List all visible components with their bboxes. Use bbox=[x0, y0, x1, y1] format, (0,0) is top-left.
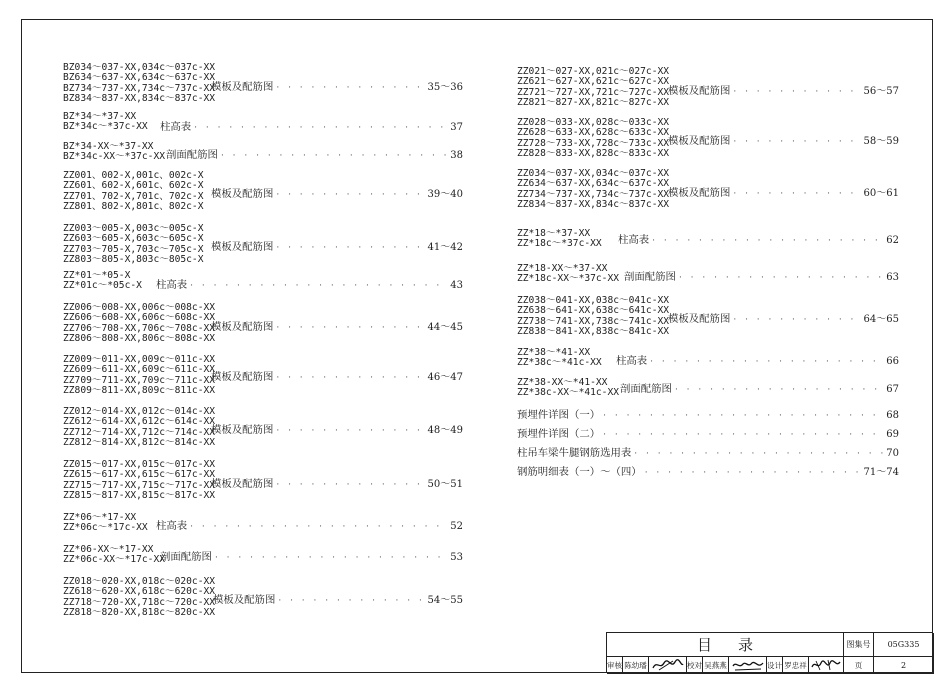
drawing-code: ZZ806～808-XX,806c～808c-XX bbox=[63, 333, 216, 345]
leader-dots bbox=[733, 87, 860, 97]
drawing-code: ZZ815～817-XX,815c～817c-XX bbox=[63, 490, 216, 502]
toc-line bbox=[668, 310, 899, 325]
leader-dots bbox=[645, 468, 861, 478]
drawing-code: ZZ*38c-XX～*41c-XX bbox=[517, 387, 620, 399]
toc-line bbox=[211, 368, 463, 383]
drawing-code: ZZ718～720-XX,718c～720c-XX bbox=[63, 596, 216, 608]
leader-dots bbox=[652, 236, 883, 246]
drawing-codes bbox=[517, 67, 669, 109]
drawing-title: 模板及配筋图 bbox=[211, 81, 274, 93]
drawing-codes bbox=[63, 224, 203, 266]
signature-icon bbox=[651, 658, 685, 672]
drawing-code: ZZ*06c-XX～*17c-XX bbox=[63, 554, 166, 566]
toc-line bbox=[517, 406, 899, 421]
toc-line bbox=[211, 185, 463, 200]
page-ref: 66 bbox=[886, 356, 899, 367]
leader-dots bbox=[276, 323, 424, 333]
drawing-title: 模板及配筋图 bbox=[213, 594, 276, 606]
drawing-code: ZZ003～005-X,003c～005c-X bbox=[63, 223, 204, 234]
drawing-code: ZZ*38-XX～*41-XX bbox=[517, 377, 608, 388]
leader-dots bbox=[650, 357, 883, 367]
leader-dots bbox=[679, 273, 883, 283]
leader-dots bbox=[215, 553, 447, 563]
drawing-codes bbox=[63, 513, 148, 534]
drawing-title: 模板及配筋图 bbox=[668, 187, 731, 199]
drawing-code: BZ734～737-XX,734c～737c-XX bbox=[63, 82, 216, 94]
reviewer-name: 陈幼璠 bbox=[623, 657, 649, 674]
page-ref: 37 bbox=[450, 122, 463, 133]
drawing-title: 柱吊车梁牛腿钢筋选用表 bbox=[517, 447, 632, 459]
drawing-codes bbox=[63, 171, 203, 213]
drawing-code: ZZ738～741-XX,738c～741c-XX bbox=[517, 315, 670, 327]
drawing-code: BZ634～637-XX,634c～637c-XX bbox=[63, 72, 216, 84]
drawing-code: ZZ001、002-X,001c、002c-X bbox=[63, 170, 204, 181]
page-ref: 53 bbox=[450, 552, 463, 563]
leader-dots bbox=[675, 385, 883, 395]
page-ref: 44～45 bbox=[427, 322, 463, 333]
drawing-codes bbox=[517, 378, 619, 399]
drawing-title: 剖面配筋图 bbox=[620, 383, 672, 395]
toc-line bbox=[668, 82, 899, 97]
drawing-code: ZZ015～017-XX,015c～017c-XX bbox=[63, 459, 216, 470]
drawing-code: ZZ*06～*17-XX bbox=[63, 512, 137, 523]
leader-dots bbox=[276, 373, 424, 383]
leader-dots bbox=[634, 449, 883, 459]
drawing-codes bbox=[63, 63, 215, 105]
drawing-codes bbox=[517, 296, 669, 338]
toc-line bbox=[517, 444, 899, 459]
drawing-code: ZZ734～737-XX,734c～737c-XX bbox=[517, 188, 670, 200]
drawing-code: ZZ*18-XX～*37-XX bbox=[517, 263, 608, 274]
drawing-codes bbox=[517, 169, 669, 211]
drawing-codes bbox=[63, 303, 215, 345]
page-ref: 70 bbox=[886, 448, 899, 459]
drawing-code: ZZ801、802-X,801c、802c-X bbox=[63, 201, 204, 213]
toc-line bbox=[616, 352, 899, 367]
leader-dots bbox=[603, 430, 883, 440]
drawing-title: 剖面配筋图 bbox=[160, 551, 212, 563]
drawing-title: 模板及配筋图 bbox=[668, 85, 731, 97]
toc-line bbox=[213, 591, 463, 606]
toc-line bbox=[160, 548, 463, 563]
toc-line bbox=[517, 425, 899, 440]
drawing-title: 柱高表 bbox=[156, 279, 188, 291]
leader-dots bbox=[276, 243, 424, 253]
checker-signature bbox=[729, 657, 767, 674]
leader-dots bbox=[278, 596, 424, 606]
page-ref: 43 bbox=[450, 280, 463, 291]
drawing-codes bbox=[63, 142, 165, 163]
page-label: 页 bbox=[844, 657, 874, 674]
drawing-code: ZZ601、602-X,601c、602c-X bbox=[63, 180, 204, 192]
drawing-code: BZ*34c～*37c-XX bbox=[63, 121, 148, 133]
drawing-code: ZZ*18c-XX～*37c-XX bbox=[517, 273, 620, 285]
leader-dots bbox=[190, 522, 447, 532]
drawing-code: ZZ*38～*41-XX bbox=[517, 347, 591, 358]
toc-line bbox=[160, 118, 463, 133]
drawing-title: 柱高表 bbox=[156, 520, 188, 532]
drawing-code: ZZ828～833-XX,828c～833c-XX bbox=[517, 148, 670, 160]
drawing-codes bbox=[517, 264, 619, 285]
page-ref: 50～51 bbox=[427, 479, 463, 490]
drawing-title: 模板及配筋图 bbox=[668, 313, 731, 325]
leader-dots bbox=[733, 137, 860, 147]
drawing-code: ZZ712～714-XX,712c～714c-XX bbox=[63, 426, 216, 438]
drawing-code: BZ*34-XX～*37-XX bbox=[63, 141, 154, 152]
atlas-number: 05G335 bbox=[874, 633, 934, 657]
drawing-code: ZZ638～641-XX,638c～641c-XX bbox=[517, 305, 670, 317]
drawing-title: 预埋件详图（一） bbox=[517, 409, 601, 421]
drawing-title: 模板及配筋图 bbox=[211, 478, 274, 490]
signature-icon bbox=[810, 658, 842, 672]
drawing-code: ZZ*01c～*05c-X bbox=[63, 280, 142, 292]
page-ref: 69 bbox=[886, 429, 899, 440]
drawing-code: BZ034～037-XX,034c～037c-XX bbox=[63, 62, 216, 73]
drawing-frame bbox=[21, 19, 933, 673]
drawing-codes bbox=[63, 460, 215, 502]
drawing-title: 模板及配筋图 bbox=[211, 188, 274, 200]
drawing-code: ZZ009～011-XX,009c～011c-XX bbox=[63, 354, 216, 365]
check-label: 校对 bbox=[687, 657, 703, 674]
drawing-code: ZZ006～008-XX,006c～008c-XX bbox=[63, 302, 216, 313]
reviewer-signature bbox=[649, 657, 687, 674]
drawing-code: ZZ701、702-X,701c、702c-X bbox=[63, 190, 204, 202]
drawing-code: ZZ615～617-XX,615c～617c-XX bbox=[63, 469, 216, 481]
drawing-code: ZZ812～814-XX,812c～814c-XX bbox=[63, 437, 216, 449]
drawing-code: ZZ*38c～*41c-XX bbox=[517, 357, 602, 369]
atlas-number-label: 图集号 bbox=[844, 633, 874, 657]
drawing-code: ZZ609～611-XX,609c～611c-XX bbox=[63, 364, 216, 376]
drawing-title: 预埋件详图（二） bbox=[517, 428, 601, 440]
drawing-code: BZ834～837-XX,834c～837c-XX bbox=[63, 93, 216, 105]
page-ref: 60～61 bbox=[863, 188, 899, 199]
drawing-code: BZ*34c-XX～*37c-XX bbox=[63, 151, 166, 163]
page-ref: 41～42 bbox=[427, 242, 463, 253]
drawing-code: ZZ728～733-XX,728c～733c-XX bbox=[517, 137, 670, 149]
drawing-title: 模板及配筋图 bbox=[211, 371, 274, 383]
drawing-code: BZ*34～*37-XX bbox=[63, 111, 137, 122]
drawing-codes bbox=[63, 545, 165, 566]
drawing-codes bbox=[63, 407, 215, 449]
page-number: 2 bbox=[874, 657, 934, 674]
page-ref: 35～36 bbox=[427, 82, 463, 93]
drawing-title: 模板及配筋图 bbox=[211, 424, 274, 436]
toc-line bbox=[668, 132, 899, 147]
page-ref: 63 bbox=[886, 272, 899, 283]
drawing-code: ZZ618～620-XX,618c～620c-XX bbox=[63, 586, 216, 598]
drawing-codes bbox=[517, 229, 602, 250]
drawing-code: ZZ012～014-XX,012c～014c-XX bbox=[63, 406, 216, 417]
drawing-code: ZZ*18～*37-XX bbox=[517, 228, 591, 239]
drawing-code: ZZ703～705-X,703c～705c-X bbox=[63, 243, 204, 255]
drawing-title: 模板及配筋图 bbox=[211, 241, 274, 253]
toc-line bbox=[211, 475, 463, 490]
drawing-code: ZZ706～708-XX,706c～708c-XX bbox=[63, 322, 216, 334]
page-ref: 67 bbox=[886, 384, 899, 395]
toc-line bbox=[211, 318, 463, 333]
drawing-code: ZZ634～637-XX,634c～637c-XX bbox=[517, 178, 670, 190]
page-ref: 68 bbox=[886, 410, 899, 421]
toc-line bbox=[166, 146, 463, 161]
leader-dots bbox=[276, 83, 424, 93]
drawing-title: 模板及配筋图 bbox=[668, 135, 731, 147]
drawing-code: ZZ606～608-XX,606c～608c-XX bbox=[63, 312, 216, 324]
page-ref: 54～55 bbox=[427, 595, 463, 606]
toc-line bbox=[668, 184, 899, 199]
leader-dots bbox=[221, 151, 447, 161]
leader-dots bbox=[276, 426, 424, 436]
drawing-code: ZZ628～633-XX,628c～633c-XX bbox=[517, 127, 670, 139]
title-block bbox=[606, 632, 933, 673]
drawing-title: 剖面配筋图 bbox=[166, 149, 218, 161]
page-ref: 62 bbox=[886, 235, 899, 246]
drawing-title: 柱高表 bbox=[160, 121, 192, 133]
drawing-code: ZZ*06c～*17c-XX bbox=[63, 522, 148, 534]
page-ref: 39～40 bbox=[427, 189, 463, 200]
leader-dots bbox=[733, 315, 860, 325]
toc-line bbox=[211, 78, 463, 93]
drawing-title: 柱高表 bbox=[618, 234, 650, 246]
page-ref: 71～74 bbox=[863, 467, 899, 478]
leader-dots bbox=[190, 281, 447, 291]
review-label: 审核 bbox=[607, 657, 623, 674]
page-ref: 58～59 bbox=[863, 136, 899, 147]
toc-line bbox=[156, 517, 463, 532]
toc-line bbox=[211, 238, 463, 253]
drawing-codes bbox=[63, 355, 215, 397]
drawing-title: 柱高表 bbox=[616, 355, 648, 367]
checker-name: 吴燕燕 bbox=[703, 657, 729, 674]
drawing-code: ZZ018～020-XX,018c～020c-XX bbox=[63, 576, 216, 587]
drawing-title: 钢筋明细表（一）～（四） bbox=[517, 466, 642, 478]
drawing-codes bbox=[517, 118, 669, 160]
toc-line bbox=[624, 268, 899, 283]
toc-line bbox=[618, 231, 899, 246]
drawing-code: ZZ*01～*05-X bbox=[63, 270, 131, 281]
designer-name: 罗忠祥 bbox=[783, 657, 809, 674]
drawing-code: ZZ821～827-XX,821c～827c-XX bbox=[517, 97, 670, 109]
drawing-code: ZZ803～805-X,803c～805c-X bbox=[63, 254, 204, 266]
drawing-code: ZZ834～837-XX,834c～837c-XX bbox=[517, 199, 670, 211]
toc-line bbox=[620, 380, 899, 395]
drawing-code: ZZ021～027-XX,021c～027c-XX bbox=[517, 66, 670, 77]
drawing-code: ZZ715～717-XX,715c～717c-XX bbox=[63, 479, 216, 491]
toc-line bbox=[211, 421, 463, 436]
drawing-code: ZZ*18c～*37c-XX bbox=[517, 238, 602, 250]
title-block-heading: 目录 bbox=[607, 633, 844, 657]
drawing-code: ZZ*06-XX～*17-XX bbox=[63, 544, 154, 555]
page-ref: 38 bbox=[450, 150, 463, 161]
page-ref: 52 bbox=[450, 521, 463, 532]
drawing-codes bbox=[63, 112, 148, 133]
page-ref: 48～49 bbox=[427, 425, 463, 436]
drawing-codes bbox=[63, 577, 215, 619]
drawing-code: ZZ028～033-XX,028c～033c-XX bbox=[517, 117, 670, 128]
drawing-codes bbox=[517, 348, 602, 369]
design-label: 设计 bbox=[767, 657, 783, 674]
drawing-title: 剖面配筋图 bbox=[624, 271, 676, 283]
leader-dots bbox=[733, 189, 860, 199]
toc-line bbox=[156, 276, 463, 291]
drawing-code: ZZ838～841-XX,838c～841c-XX bbox=[517, 326, 670, 338]
drawing-code: ZZ038～041-XX,038c～041c-XX bbox=[517, 295, 670, 306]
leader-dots bbox=[276, 480, 424, 490]
drawing-code: ZZ034～037-XX,034c～037c-XX bbox=[517, 168, 670, 179]
signature-icon bbox=[731, 658, 765, 672]
drawing-code: ZZ709～711-XX,709c～711c-XX bbox=[63, 374, 216, 386]
drawing-code: ZZ612～614-XX,612c～614c-XX bbox=[63, 416, 216, 428]
drawing-code: ZZ721～727-XX,721c～727c-XX bbox=[517, 86, 670, 98]
leader-dots bbox=[603, 411, 883, 421]
page-ref: 46～47 bbox=[427, 372, 463, 383]
designer-signature bbox=[809, 657, 844, 674]
drawing-codes bbox=[63, 271, 142, 292]
leader-dots bbox=[276, 190, 424, 200]
drawing-title: 模板及配筋图 bbox=[211, 321, 274, 333]
toc-line bbox=[517, 463, 899, 478]
drawing-code: ZZ818～820-XX,818c～820c-XX bbox=[63, 607, 216, 619]
leader-dots bbox=[194, 123, 447, 133]
page-ref: 56～57 bbox=[863, 86, 899, 97]
page-ref: 64～65 bbox=[863, 314, 899, 325]
drawing-code: ZZ603～605-X,603c～605c-X bbox=[63, 233, 204, 245]
drawing-code: ZZ809～811-XX,809c～811c-XX bbox=[63, 385, 216, 397]
drawing-code: ZZ621～627-XX,621c～627c-XX bbox=[517, 76, 670, 88]
